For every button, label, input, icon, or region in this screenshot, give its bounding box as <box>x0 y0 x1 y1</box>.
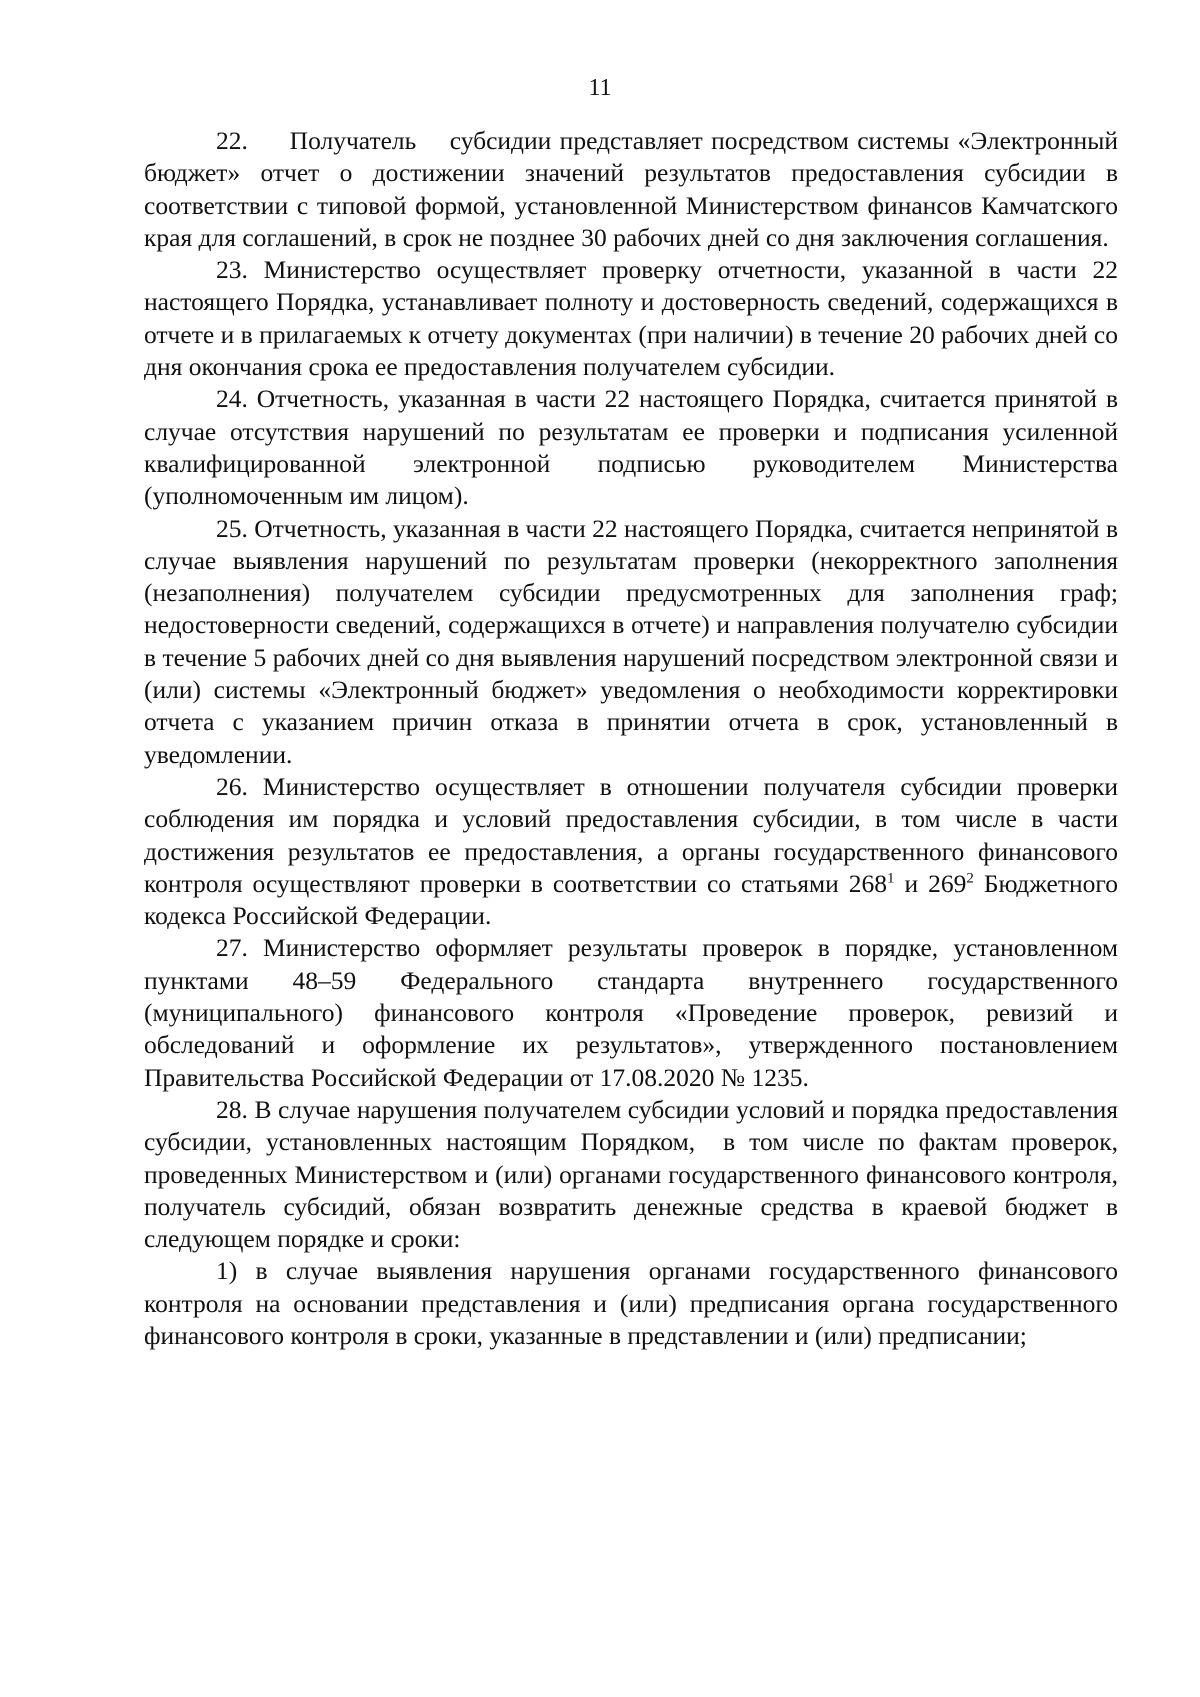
page-number: 11 <box>588 75 612 101</box>
paragraph-26-text-middle: и 269 <box>894 868 967 898</box>
paragraph-26-text-start: 26. Министерство осуществляет в отношении получателя субсидии проверки соблюдения им порядка и условий предоставления субсидии, в том числе в части достижения результатов ее предоставления, а органы государственного финансового контроля осуществляют проверки в соответствии со статьями 268 <box>144 771 1118 898</box>
document-body <box>144 125 1118 1352</box>
paragraph-28: 28. В случае нарушения получателем субсидии условий и порядка предоставления субсидии, установленных настоящим Порядком, в том числе по фактам проверок, проведенных Министерством и (или) органами государственного финансового контроля, получатель субсидий, обязан возвратить денежные средства в краевой бюджет в следующем порядке и сроки: <box>144 1094 1118 1254</box>
paragraph-26 <box>144 771 1118 932</box>
paragraph-27: 27. Министерство оформляет результаты проверок в порядке, установленном пунктами 48–59 Федерального стандарта внутреннего государственного (муниципального) финансового контроля «Проведение проверок, ревизий и обследований и оформление их результатов», утвержденного постановлением Правительства Российской Федерации от 17.08.2020 № 1235. <box>144 933 1118 1092</box>
paragraph-28-item-1: 1) в случае выявления нарушения органами государственного финансового контроля на основании представления и (или) предписания органа государственного финансового контроля в сроки, указанные в представлении и (или) предписании; <box>144 1256 1118 1350</box>
article-269-superscript: 2 <box>966 870 974 887</box>
paragraph-26-text-end: Бюджетного кодекса Российской Федерации. <box>144 868 1118 931</box>
paragraph-24: 24. Отчетность, указанная в части 22 настоящего Порядка, считается принятой в случае отсутствия нарушений по результатам ее проверки и подписания усиленной квалифицированной электронной подписью руководителем Министерства (уполномоченным им лицом). <box>144 384 1118 511</box>
article-268-superscript: 1 <box>887 870 895 887</box>
paragraph-23: 23. Министерство осуществляет проверку отчетности, указанной в части 22 настоящего Порядка, устанавливает полноту и достоверность сведений, содержащихся в отчете и в прилагаемых к отчету документах (при наличии) в течение 20 рабочих дней со дня окончания срока ее предоставления получателем субсидии. <box>144 255 1118 382</box>
paragraph-22: 22. Получатель субсидии представляет посредством системы «Электронный бюджет» отчет о достижении значений результатов предоставления субсидии в соответствии с типовой формой, установленной Министерством финансов Камчатского края для соглашений, в срок не позднее 30 рабочих дней со дня заключения соглашения. <box>144 126 1118 252</box>
paragraph-25: 25. Отчетность, указанная в части 22 настоящего Порядка, считается непринятой в случае выявления нарушений по результатам проверки (некорректного заполнения (незаполнения) получателем субсидии предусмотренных для заполнения граф; недостоверности сведений, содержащихся в отчете) и направления получателю субсидии в течение 5 рабочих дней со дня выявления нарушений посредством электронной связи и (или) системы «Электронный бюджет» уведомления о необходимости корректировки отчета с указанием причин отказа в принятии отчета в срок, установленный в уведомлении. <box>144 513 1118 769</box>
